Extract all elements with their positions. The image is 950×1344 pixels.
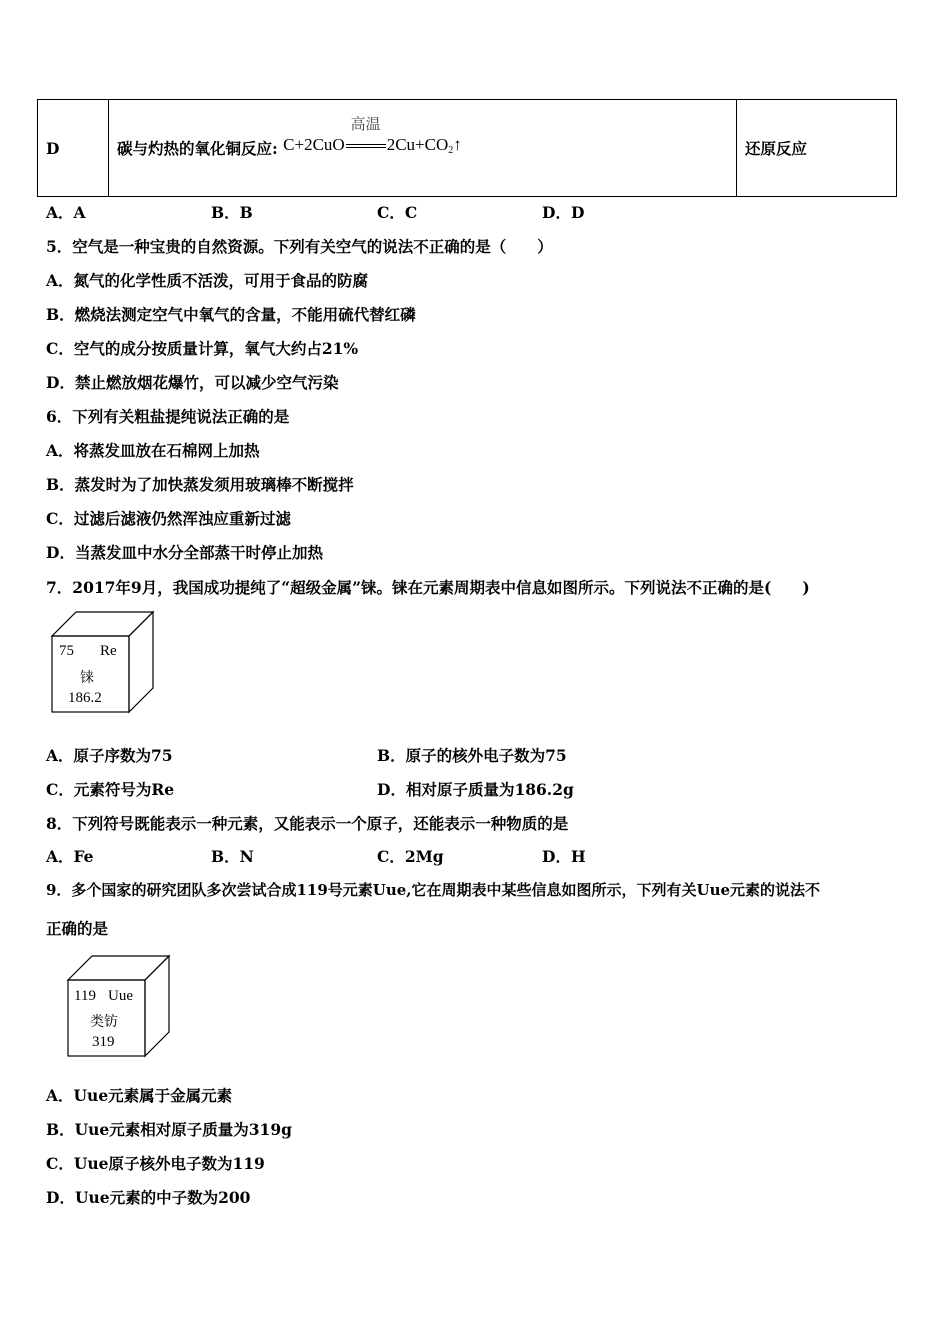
q6-option-b: B．蒸发时为了加快蒸发须用玻璃棒不断搅拌	[46, 475, 354, 494]
row-type: 还原反应	[737, 100, 897, 197]
q4-option-b: B．B	[211, 203, 253, 222]
uue-mass: 319	[92, 1034, 115, 1050]
uue-cell	[68, 980, 145, 1056]
q7-stem: 7．2017年9月，我国成功提纯了“超级金属”铼。铼在元素周期表中信息如图所示。下列说法不正确的是( )	[46, 578, 810, 597]
row-description-cell	[109, 100, 737, 197]
q9-option-a: A．Uue元素属于金属元素	[46, 1086, 233, 1105]
q4-option-a: A．A	[46, 203, 86, 222]
q5-option-c: C．空气的成分按质量计算，氧气大约占21%	[46, 339, 359, 358]
row-description: 碳与灼热的氧化铜反应:	[117, 138, 278, 158]
q9-option-d: D．Uue元素的中子数为200	[46, 1188, 251, 1207]
eq-right: 2Cu+CO	[386, 134, 449, 154]
q5-option-a: A．氮气的化学性质不活泼，可用于食品的防腐	[46, 271, 369, 290]
table-row	[38, 100, 897, 197]
q8-option-c: C．2Mg	[377, 847, 444, 866]
q7-option-a: A．原子序数为75	[46, 746, 173, 765]
uue-name: 类钫	[90, 1014, 118, 1030]
q4-option-d: D．D	[542, 203, 585, 222]
q5-option-d: D．禁止燃放烟花爆竹，可以减少空气污染	[46, 373, 339, 392]
q4-option-c: C．C	[377, 203, 418, 222]
eq-subscript: 2	[448, 144, 454, 156]
eq-left: C+2CuO	[283, 134, 345, 154]
q6-option-a: A．将蒸发皿放在石棉网上加热	[46, 441, 260, 460]
q5-option-b: B．燃烧法测定空气中氧气的含量，不能用硫代替红磷	[46, 305, 416, 324]
uue-atomic-number: 119	[74, 988, 96, 1004]
re-atomic-number: 75	[59, 643, 74, 659]
gas-arrow: ↑	[453, 134, 462, 154]
q6-option-d: D．当蒸发皿中水分全部蒸干时停止加热	[46, 543, 323, 562]
re-mass: 186.2	[68, 690, 102, 706]
q6-option-c: C．过滤后滤液仍然浑浊应重新过滤	[46, 509, 291, 528]
q8-option-d: D．H	[542, 847, 586, 866]
q9-option-b: B．Uue元素相对原子质量为319g	[46, 1120, 292, 1139]
uue-symbol: Uue	[108, 988, 133, 1004]
eq-condition: 高温	[350, 116, 381, 133]
re-name: 铼	[80, 670, 94, 686]
q5-stem: 5．空气是一种宝贵的自然资源。下列有关空气的说法不正确的是（ ）	[46, 237, 553, 256]
q6-stem: 6．下列有关粗盐提纯说法正确的是	[46, 407, 290, 426]
q8-stem: 8．下列符号既能表示一种元素，又能表示一个原子，还能表示一种物质的是	[46, 814, 569, 833]
row-letter: D	[38, 100, 109, 197]
q7-option-c: C．元素符号为Re	[46, 780, 175, 799]
q7-option-d: D．相对原子质量为186.2g	[377, 780, 574, 799]
eq-equals-sign	[346, 144, 386, 148]
q9-stem-line2: 正确的是	[46, 919, 109, 938]
answer-table	[37, 99, 897, 197]
q9-option-c: C．Uue原子核外电子数为119	[46, 1154, 265, 1173]
re-symbol: Re	[100, 643, 117, 659]
q8-option-b: B．N	[211, 847, 254, 866]
re-cell	[52, 636, 129, 712]
q7-option-b: B．原子的核外电子数为75	[377, 746, 567, 765]
q9-stem-line1: 9．多个国家的研究团队多次尝试合成119号元素Uue,它在周期表中某些信息如图所示，下列有关Uue元素的说法不	[46, 881, 821, 899]
q8-option-a: A．Fe	[46, 847, 94, 866]
chemical-equation	[283, 116, 462, 156]
